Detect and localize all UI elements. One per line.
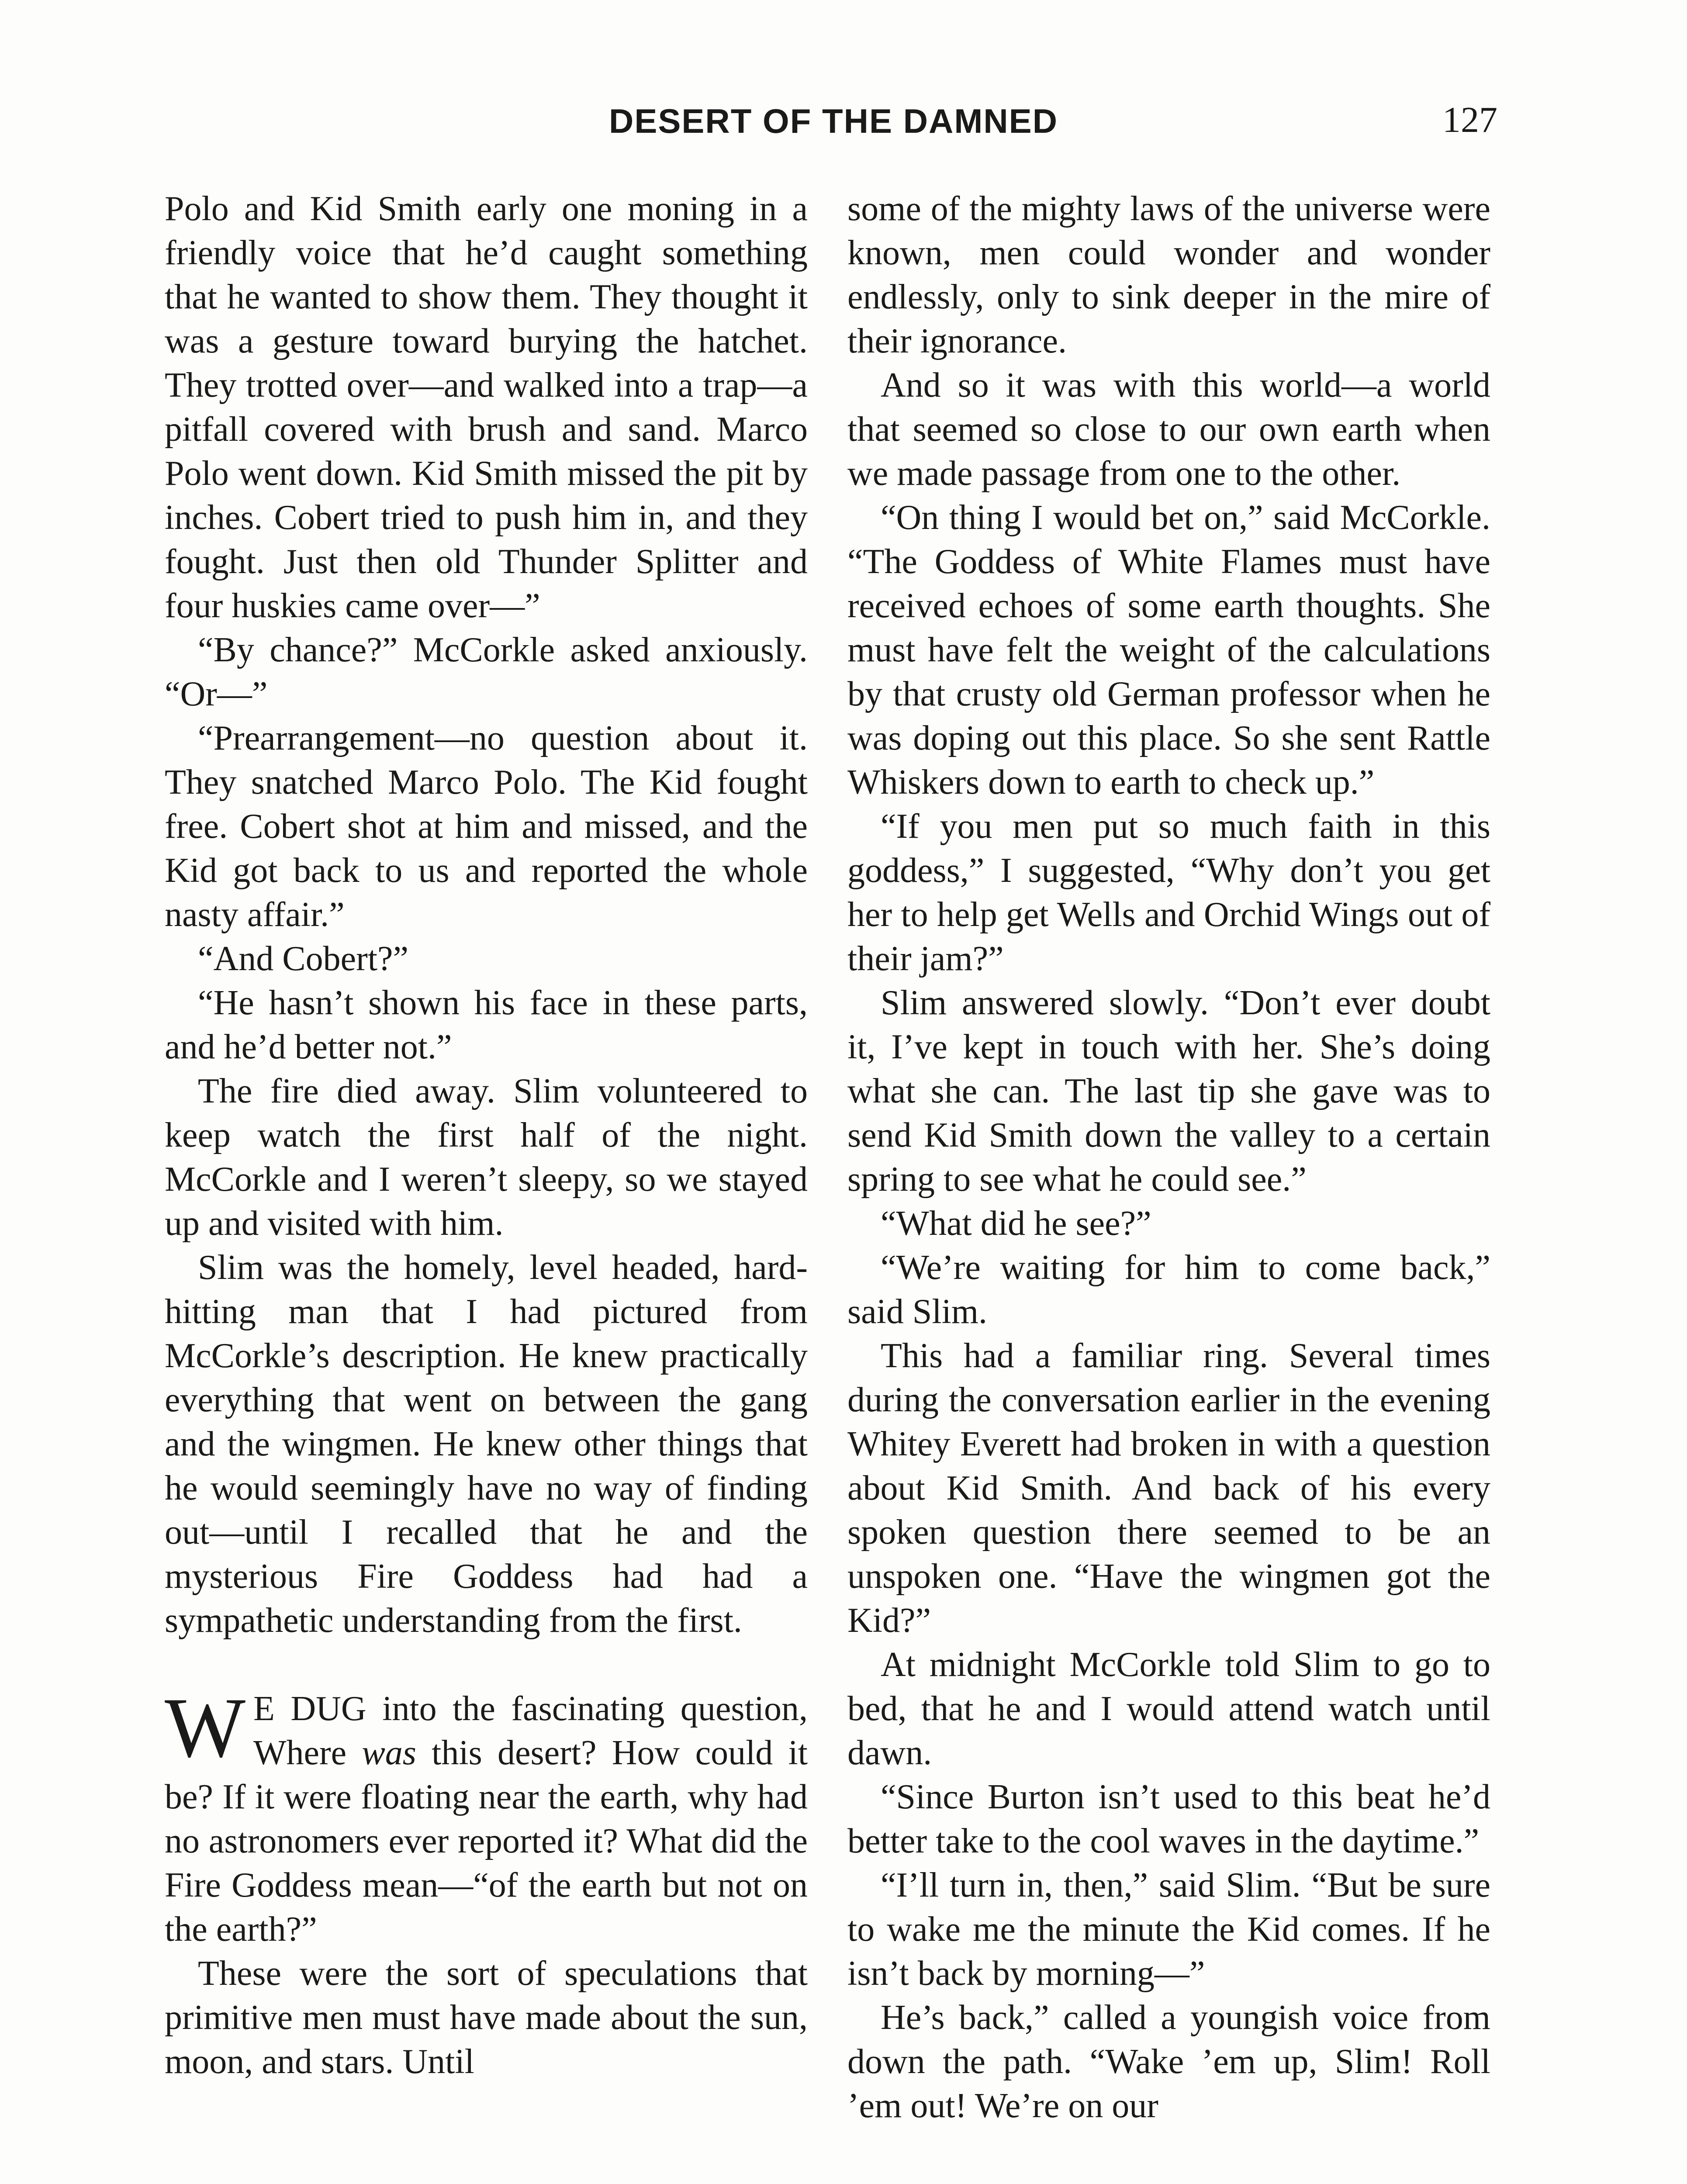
small-caps-lead: E DUG — [253, 1690, 366, 1728]
paragraph: Slim answered slowly. “Don’t ever doubt it, I’ve kept in touch with her. She’s doing what she can. The last tip she gave was to send Kid Smith down the valley to a certain spring to see what he could see.” — [847, 984, 1490, 1199]
paragraph: “He hasn’t shown his face in these parts, and he’d better not.” — [165, 984, 808, 1066]
paragraph: At midnight McCorkle told Slim to go to bed, that he and I would attend watch until dawn. — [847, 1645, 1490, 1772]
right-column — [847, 187, 1490, 2128]
paragraph: The fire died away. Slim volunteered to keep watch the first half of the night. McCorkle and I weren’t sleepy, so we stayed up and visited with him. — [165, 1072, 808, 1243]
paragraph: “If you men put so much faith in this goddess,” I suggested, “Why don’t you get her to help get Wells and Orchid Wings out of their jam?” — [847, 807, 1490, 978]
paragraph-text: into the fascinating question, Where — [253, 1690, 808, 1772]
paragraph: These were the sort of speculations that primitive men must have made about the sun, moon, and stars. Until — [165, 1954, 808, 2081]
section-break — [165, 1643, 808, 1687]
left-column — [165, 187, 808, 2084]
paragraph: “By chance?” McCorkle asked anxiously. “Or—” — [165, 631, 808, 713]
paragraph: “We’re waiting for him to come back,” said Slim. — [847, 1248, 1490, 1331]
paragraph: “On thing I would bet on,” said McCorkle. “The Goddess of White Flames must have received echoes of some earth thoughts. She must have felt the weight of the calculations by that crusty old German professor when he was doping out this place. So she sent Rattle Whiskers down to earth to check up.” — [847, 498, 1490, 802]
paragraph: He’s back,” called a youngish voice from down the path. “Wake ’em up, Slim! Roll ’em out! We’re on our — [847, 1998, 1490, 2125]
paragraph: This had a familiar ring. Several times during the conversation earlier in the evening Whitey Everett had broken in with a question about Kid Smith. And back of his every spoken question there seemed to be an unspoken one. “Have the wingmen got the Kid?” — [847, 1337, 1490, 1640]
paragraph: “What did he see?” — [881, 1204, 1151, 1243]
italic-word: was — [362, 1734, 416, 1772]
paragraph: Slim was the homely, level headed, hard-hitting man that I had pictured from McCorkle’s description. He knew practically everything that went on between the gang and the wingmen. He knew other things that he would seemingly have no way of finding out—until I recalled that he and the mysterious Fire Goddess had had a sympathetic understanding from the first. — [165, 1248, 808, 1640]
paragraph: “I’ll turn in, then,” said Slim. “But be sure to wake me the minute the Kid comes. If he isn’t back by morning—” — [847, 1866, 1490, 1993]
drop-cap: W — [165, 1680, 245, 1775]
paragraph: Polo and Kid Smith early one moning in a friendly voice that he’d caught something that he wanted to show them. They thought it was a gesture toward burying the hatchet. They trotted over—and walked into a trap—a pitfall covered with brush and sand. Marco Polo went down. Kid Smith missed the pit by inches. Cobert tried to push him in, and they fought. Just then old Thunder Splitter and four huskies came over—” — [165, 190, 808, 625]
page-number: 127 — [1442, 100, 1497, 140]
section-opening-paragraph — [165, 1680, 808, 1952]
paragraph-text: this desert? How could it be? If it were floating near the earth, why had no astronomers ever reported it? What did the Fire Goddess mean—“of the earth but not on the earth?” — [165, 1734, 808, 1949]
paragraph: some of the mighty laws of the universe were known, men could wonder and wonder endlessly, only to sink deeper in the mire of their ignorance. — [847, 190, 1490, 360]
paragraph: And so it was with this world—a world that seemed so close to our own earth when we made passage from one to the other. — [847, 366, 1490, 493]
paragraph: “Prearrangement—no question about it. They snatched Marco Polo. The Kid fought free. Cobert shot at him and missed, and the Kid got back to us and reported the whole nasty affair.” — [165, 719, 808, 934]
page-header-title: DESERT OF THE DAMNED — [609, 102, 1058, 140]
paragraph: “And Cobert?” — [198, 940, 409, 978]
paragraph: “Since Burton isn’t used to this beat he’d better take to the cool waves in the daytime.” — [847, 1778, 1490, 1860]
